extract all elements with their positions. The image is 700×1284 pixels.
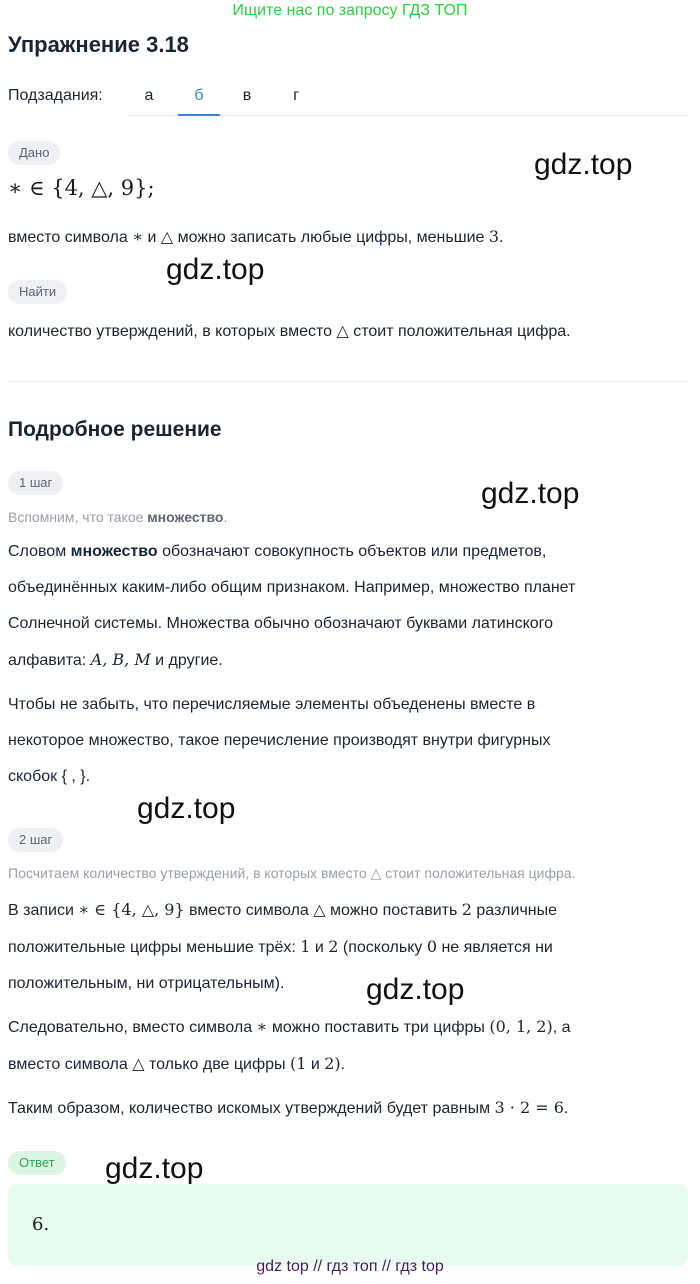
text-part: не является ни xyxy=(437,939,553,956)
text-part: можно поставить три цифры xyxy=(267,1019,490,1036)
star-symbol: ∗ xyxy=(132,227,144,246)
section-divider xyxy=(8,381,688,382)
text-part: . xyxy=(563,1100,569,1117)
math-number: 2 xyxy=(328,937,339,956)
given-set: {4, △, 9} xyxy=(51,176,148,200)
triangle-symbol: △ xyxy=(336,321,349,340)
tab-v[interactable]: в xyxy=(242,87,252,104)
text-part: положительные цифры меньшие трёх: xyxy=(8,939,301,956)
text-line: Солнечной системы. Множества обычно обозначают буквами латинского xyxy=(8,615,554,632)
step2-chip-wrap xyxy=(8,828,63,852)
math-expression: A, B, M xyxy=(90,650,151,669)
text-line: положительным, ни отрицательным). xyxy=(8,975,285,992)
subtasks-tabs xyxy=(128,78,688,116)
watermark: gdz.top xyxy=(534,148,633,181)
watermark: gdz.top xyxy=(137,792,236,825)
math-expression: 3 · 2 = 6 xyxy=(494,1098,564,1117)
text-bold: множество xyxy=(70,543,158,560)
text-line xyxy=(8,929,688,966)
text-line xyxy=(8,534,688,570)
math-number: 1 xyxy=(300,937,311,956)
element-of-symbol: ∈ xyxy=(28,176,45,200)
text-part: Следовательно, вместо символа xyxy=(8,1019,257,1036)
footer-text: gdz top // гдз топ // гдз top xyxy=(256,1258,444,1275)
math-number: 3 xyxy=(488,227,500,246)
text-line: Чтобы не забыть, что перечисляемые элементы объеденены вместе в xyxy=(8,696,536,713)
step1-chip-wrap xyxy=(8,471,63,495)
answer-chip-wrap xyxy=(8,1151,66,1175)
star-symbol: ∗ xyxy=(256,1017,268,1036)
watermark: gdz.top xyxy=(366,973,465,1006)
triangle-symbol: △ xyxy=(313,900,326,919)
text-line: объединённых каким-либо общим признаком. Например, множество планет xyxy=(8,579,576,596)
text-part: Словом xyxy=(8,543,71,560)
triangle-symbol: △ xyxy=(370,866,382,882)
text-part: обозначают совокупность объектов или предметов, xyxy=(157,543,547,560)
math-expression: 2) xyxy=(324,1054,341,1073)
text-line xyxy=(8,642,688,679)
find-text-part: количество утверждений, в которых вместо xyxy=(8,323,337,340)
page-title: Упражнение 3.18 xyxy=(8,32,189,57)
hint-part: Вспомним, что такое xyxy=(8,509,148,525)
step2-paragraph1 xyxy=(8,892,688,1002)
given-text-part: можно записать любые цифры, меньшие xyxy=(173,229,489,246)
watermark: gdz.top xyxy=(481,477,580,510)
answer-chip: Ответ xyxy=(8,1151,66,1175)
hint-part: стоит положительная цифра. xyxy=(381,865,576,881)
text-part: вместо символа xyxy=(184,902,314,919)
find-chip-wrap xyxy=(8,280,67,304)
math-number: 0 xyxy=(426,937,438,956)
math-expression: (1 xyxy=(289,1054,307,1073)
subtasks-label: Подзадания: xyxy=(8,87,103,104)
answer-value: 6. xyxy=(32,1214,50,1235)
text-part: и другие. xyxy=(150,652,223,669)
find-text-part: стоит положительная цифра. xyxy=(348,323,571,340)
hint-part: . xyxy=(223,509,228,525)
find-chip: Найти xyxy=(8,280,67,304)
text-part: вместо символа xyxy=(8,1056,133,1073)
step1-paragraph2 xyxy=(8,687,688,795)
triangle-symbol: △ xyxy=(132,1054,145,1073)
tab-b[interactable]: б xyxy=(178,78,220,116)
step2-chip: 2 шаг xyxy=(8,828,63,852)
text-part: (поскольку xyxy=(338,939,427,956)
text-line: некоторое множество, такое перечисление производят внутри фигурных xyxy=(8,732,551,749)
text-part: В записи xyxy=(8,902,79,919)
step1-paragraph1 xyxy=(8,534,688,679)
watermark: gdz.top xyxy=(105,1152,204,1185)
text-part: можно поставить xyxy=(325,902,462,919)
tab-a[interactable]: а xyxy=(144,87,154,104)
text-line: скобок { , }. xyxy=(8,768,91,785)
given-text xyxy=(8,219,688,256)
hint-bold: множество xyxy=(147,509,224,525)
top-banner: Ищите нас по запросу ГДЗ ТОП xyxy=(232,2,468,19)
text-line xyxy=(8,1046,688,1083)
step1-chip: 1 шаг xyxy=(8,471,63,495)
given-chip-wrap xyxy=(8,141,60,165)
text-part: и xyxy=(310,939,329,956)
text-part: , а xyxy=(552,1019,571,1036)
triangle-symbol: △ xyxy=(160,227,174,246)
star-symbol: ∗ xyxy=(8,176,23,200)
text-line xyxy=(8,892,688,929)
math-expression: (0, 1, 2) xyxy=(489,1017,553,1036)
math-expression: ∗ ∈ {4, △, 9} xyxy=(78,900,185,919)
given-formula xyxy=(8,176,155,200)
step2-conclusion xyxy=(8,1090,688,1127)
given-text-part: вместо символа xyxy=(8,229,133,246)
given-text-part: и xyxy=(143,229,161,246)
text-part: и xyxy=(306,1056,325,1073)
step1-hint xyxy=(8,507,227,527)
semicolon: ; xyxy=(147,176,155,200)
given-chip: Дано xyxy=(8,141,60,165)
solution-heading: Подробное решение xyxy=(8,418,222,441)
text-part: . xyxy=(340,1056,346,1073)
math-number: 2 xyxy=(461,900,472,919)
find-text xyxy=(8,313,688,350)
text-part: Таким образом, количество искомых утверждений будет равным xyxy=(8,1100,495,1117)
step2-paragraph2 xyxy=(8,1009,688,1083)
tab-g[interactable]: г xyxy=(293,87,299,104)
text-line xyxy=(8,1009,688,1046)
answer-box xyxy=(8,1184,688,1266)
watermark: gdz.top xyxy=(166,253,265,286)
text-part: различные xyxy=(471,902,558,919)
hint-part: Посчитаем количество утверждений, в которых вместо xyxy=(8,865,371,881)
step2-hint xyxy=(8,863,575,884)
text-part: только две цифры xyxy=(144,1056,290,1073)
given-text-part: . xyxy=(499,229,504,246)
text-part: алфавита: xyxy=(8,652,91,669)
